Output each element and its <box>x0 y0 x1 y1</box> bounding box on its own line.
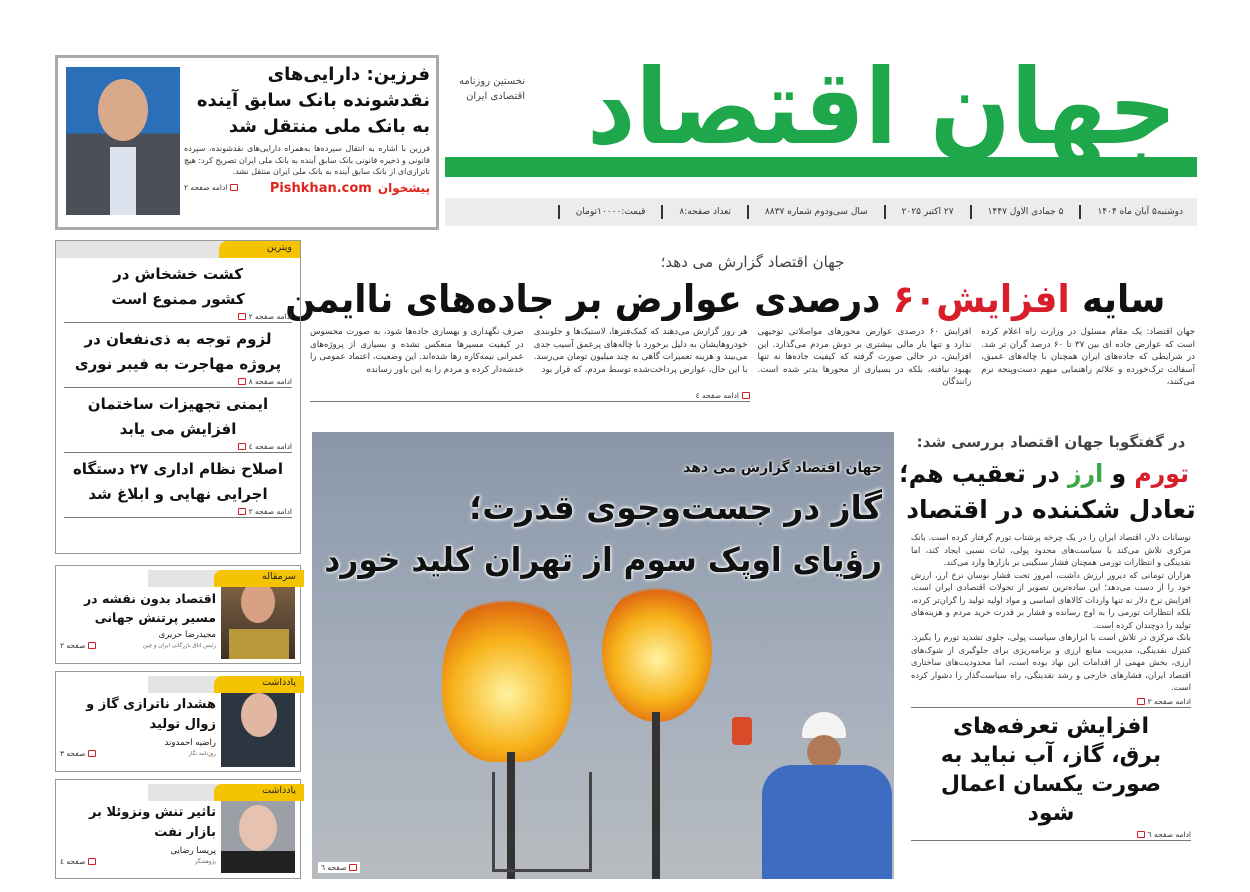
farzin-photo <box>66 67 180 215</box>
headline-part: درصدی عوارض بر جاده‌های ناایمن <box>284 277 893 321</box>
opinion-title: تاثیر تنش ونزوئلا بر بازار نفت <box>88 805 216 840</box>
continue-icon <box>238 313 246 320</box>
interview-paragraph: بانک مرکزی در تلاش است با ابزارهای سیاست پولی، جلوی تشدید تورم را بگیرد. کنترل نقدینگی، مدیریت منابع ارزی و برنامه‌ریزی برای جلوگیری از شوک‌های ارزی، بخش مهمی از اقدامات این نهاد بوده است، اما محدودیت‌های ساختاری اقتصاد ایران، فشارهای خارجی و رشد نقدینگی، راه سیاست‌گذار را دشوار کرده است. <box>911 632 1191 692</box>
opinion-text <box>60 695 216 769</box>
section-label: یادداشت <box>222 784 304 801</box>
section-label: سرمقاله <box>222 570 304 587</box>
lead-kicker: جهان اقتصاد گزارش می دهد؛ <box>660 253 845 271</box>
headline-part: و <box>1103 459 1135 488</box>
watermark-group <box>270 181 430 196</box>
worker <box>732 707 892 879</box>
flare-stack <box>652 712 660 879</box>
page-link[interactable] <box>318 862 360 873</box>
headline-part: سایه <box>1069 277 1165 321</box>
continue-link[interactable] <box>64 312 292 323</box>
headline-line: گاز در جست‌وجوی قدرت؛ <box>469 488 882 527</box>
section-tab <box>148 570 304 587</box>
persian-date: دوشنبه۵ آبان ماه ۱۴۰۴ <box>1097 207 1183 217</box>
continue-label: ادامه صفحه ۲ <box>248 507 292 516</box>
opinion-box[interactable] <box>55 565 301 664</box>
flame <box>602 582 712 722</box>
opinion-box[interactable] <box>55 779 301 879</box>
headline-word-inflation: تورم <box>1134 459 1189 488</box>
lead-headline-wrap <box>284 274 1195 324</box>
interview-paragraph: نوسانات دلار، اقتصاد ایران را در یک چرخه پرشتاب تورم گرفتار کرده است. بانک مرکزی تلاش می‌کند با سیاست‌های محدود پولی، ثبات نسبی ایجاد کند، اما نقدینگی و انتظارات تورمی همچنان فشار سنگینی بر بازارها وارد می‌کند. <box>911 532 1191 567</box>
tariff-headline: افزایش تعرفه‌های برق، گاز، آب نباید به صورت یکسان اعمال شود <box>940 713 1162 826</box>
interview-kicker: در گفتگوبا جهان اقتصاد بررسی شد: <box>916 433 1186 451</box>
issue-number: سال سی‌ودوم شماره ۸۸۳۷ <box>765 207 868 217</box>
headline-word-currency: ارز <box>1067 459 1104 488</box>
watermark: Pishkhan.com <box>269 180 372 196</box>
lead-column: صرف نگهداری و بهسازی جاده‌ها شود، به صورت محسوس در کیفیت مسیرها منعکس نشده و بسیاری از پروژه‌های عمرانی نیمه‌کاره رها شده‌اند. این وضعیت، اعتماد عمومی را خدشه‌دار کرده و مردم را به این باور رسانده <box>310 327 524 375</box>
continue-label: صفحه ۳ <box>60 749 86 758</box>
section-label: یادداشت <box>222 676 304 693</box>
lead-continue-link[interactable] <box>310 391 750 402</box>
flame <box>442 592 572 762</box>
section-label: ویترین <box>227 241 300 258</box>
continue-link[interactable] <box>911 830 1191 841</box>
continue-icon <box>230 184 238 191</box>
headline-line: تعادل شکننده در اقتصاد <box>906 495 1196 524</box>
continue-label: صفحه ۲ <box>60 641 86 650</box>
price: قیمت:۱۰۰۰۰تومان <box>575 207 646 217</box>
tariff-story[interactable] <box>905 708 1197 841</box>
opinion-title: هشدار ناترازی گاز و زوال تولید <box>86 697 216 732</box>
page-link[interactable] <box>60 857 96 867</box>
top-story-box[interactable] <box>55 55 439 230</box>
page-link[interactable] <box>60 749 96 759</box>
continue-label: صفحه ٤ <box>60 857 86 866</box>
headline-line: رؤیای اوپک سوم از تهران کلید خورد <box>324 540 882 579</box>
continue-label: ادامه صفحه ٦ <box>1147 829 1191 839</box>
headline-highlight: افزایش۶۰ <box>892 277 1070 321</box>
photo-kicker: جهان اقتصاد گزارش می دهد <box>683 460 882 476</box>
top-story-footer <box>184 181 430 196</box>
continue-icon <box>238 378 246 385</box>
opinion-text <box>60 589 216 661</box>
tagline-line: اقتصادی ایران <box>466 91 526 102</box>
opinion-text <box>60 803 216 876</box>
vitrin-item[interactable]: اصلاح نظام اداری ۲۷ دستگاه اجرایی نهایی و ابلاغ شد <box>72 460 284 503</box>
continue-link[interactable] <box>911 697 1191 708</box>
lead-column: جهان اقتصاد: یک مقام مسئول در وزارت راه اعلام کرده است که عوارض جاده ای بین ۳۷ تا ۶۰ درصد گران تر شد. در شرایطی که جاده‌های ایران همچنان با چاله‌های عمیق، آسفالت ترک‌خورده و علائم راهنمایی مبهم دست‌وپنجه نرم می‌کنند، <box>981 327 1195 387</box>
logo-text: جهان اقتصاد <box>587 46 1177 168</box>
continue-label: ادامه صفحه ۲ <box>248 312 292 321</box>
continue-icon <box>1137 698 1145 705</box>
section-tab <box>56 241 300 258</box>
masthead-logo[interactable] <box>445 46 1197 185</box>
continue-label: ادامه صفحه ۲ <box>1147 696 1191 706</box>
lead-column: هر روز گزارش می‌دهند که کمک‌فنرها، لاستیک‌ها و جلوبندی خودروهایشان به دلیل برخورد با چاله‌های پرعمق آسیب جدی می‌بیند و هزینه تعمیرات گاهی به چند میلیون تومان می‌رسد. با این حال، عوارض پرداخت‌شده توسط مردم، که قرار بود <box>533 327 748 375</box>
section-tab <box>148 676 304 693</box>
lead-headline[interactable] <box>285 274 1165 324</box>
date-bar <box>445 198 1197 226</box>
continue-icon <box>88 642 96 649</box>
photo-story[interactable] <box>312 432 894 879</box>
lead-column: افزایش ۶۰ درصدی عوارض محورهای مواصلاتی توجیهی ندارد و تنها بار مالی بیشتری بر دوش مردم می‌گذارد. این افزایش، در حالی صورت گرفته که کیفیت جاده‌ها نه تنها بهبود نیافته، بلکه در بسیاری از محورها بدتر شده است. رانندگان <box>757 327 972 387</box>
continue-link[interactable] <box>64 442 292 453</box>
continue-icon <box>1137 831 1145 838</box>
gregorian-date: ۲۷ اکتبر ۲۰۲۵ <box>901 207 954 217</box>
author-name: مجیدرضا حریری <box>158 630 216 640</box>
photo-headline <box>322 482 882 586</box>
continue-label: ادامه صفحه ۸ <box>248 377 292 386</box>
continue-icon <box>349 864 357 871</box>
page-link[interactable] <box>60 641 96 651</box>
right-column <box>899 432 1197 841</box>
tagline-line: نخستین روزنامه <box>459 76 526 87</box>
continue-icon <box>88 858 96 865</box>
lead-continue-row <box>310 391 1195 402</box>
continue-link[interactable] <box>184 183 238 193</box>
continue-icon <box>238 508 246 515</box>
opinion-footer <box>60 857 216 867</box>
opinion-footer <box>60 749 216 759</box>
gas-pipeline <box>492 772 592 872</box>
watermark-fa: پیشخوان <box>377 181 430 195</box>
vitrin-item[interactable]: لزوم توجه به ذی‌نفعان در پروژه مهاجرت به فیبر نوری <box>74 330 282 373</box>
continue-icon <box>238 443 246 450</box>
continue-label: ادامه صفحه ٤ <box>248 442 292 451</box>
opinion-box[interactable] <box>55 671 301 772</box>
lead-columns <box>310 326 1195 389</box>
opinion-title: اقتصاد بدون نقشه در مسیر پرتنش جهانی <box>83 591 216 625</box>
vitrin-item[interactable]: کشت خشخاش در کشور ممنوع است <box>111 265 245 308</box>
interview-headline <box>899 456 1197 528</box>
continue-label: ادامه صفحه ٤ <box>695 390 739 400</box>
author-role: روزنامه نگار <box>188 751 216 757</box>
hijri-date: ۵ جمادی الاول ۱۴۴۷ <box>987 207 1064 217</box>
top-story-body: فرزین با اشاره به انتقال سپرده‌ها به‌همراه دارایی‌های نقدشونده، سپرده قانونی و ذخیره قانونی بانک سابق آینده به بانک ملی ایران تصریح کرد: هیچ ناترازی‌ای از بانک سابق آینده به بانک ملی ایران منتقل نشد. <box>184 144 430 176</box>
author-name: پریسا رضایی <box>170 846 216 856</box>
continue-label: صفحه ٦ <box>321 863 347 872</box>
author-role: پژوهشگر <box>194 859 216 865</box>
section-tab <box>148 784 304 801</box>
opinion-footer <box>60 641 216 651</box>
page-count: تعداد صفحه:۸ <box>679 207 732 217</box>
author-name: راضیه احمدوند <box>164 738 216 748</box>
vitrin-item[interactable]: ایمنی تجهیزات ساختمان افزایش می یابد <box>87 395 269 438</box>
headline-part: در تعقیب هم؛ <box>899 459 1068 488</box>
interview-story[interactable] <box>899 432 1197 708</box>
top-story-title[interactable]: فرزین: دارایی‌های نقدشونده بانک سابق آینده به بانک ملی منتقل شد <box>196 64 430 137</box>
tagline <box>459 74 525 104</box>
continue-icon <box>88 750 96 757</box>
continue-icon <box>742 392 750 399</box>
top-story-text <box>184 62 430 196</box>
interview-paragraph: هزاران تومانی که دیروز ارزش داشت، امروز تحت فشار نوسان نرخ ارز، ارزش خود را از دست می‌دهد؛ این ساده‌ترین تصویر از تحولات اقتصادی ایران است. افزایش نرخ دلار نه تنها واردات کالاهای اساسی و مواد اولیه تولید را گران‌تر کرده، بلکه انتظارات تورمی را به اوج رسانده و فشار بر قدرت خرید مردم و هزینه‌های تولید را دوچندان کرده است. <box>911 569 1191 630</box>
author-role: رئیس اتاق بازرگانی ایران و چین <box>142 643 216 649</box>
lead-story <box>284 252 1195 402</box>
vitrin-box <box>55 240 301 554</box>
continue-label: ادامه صفحه ۲ <box>184 183 228 192</box>
continue-link[interactable] <box>64 377 292 388</box>
headline-line <box>899 456 1189 492</box>
continue-link[interactable] <box>64 507 292 518</box>
